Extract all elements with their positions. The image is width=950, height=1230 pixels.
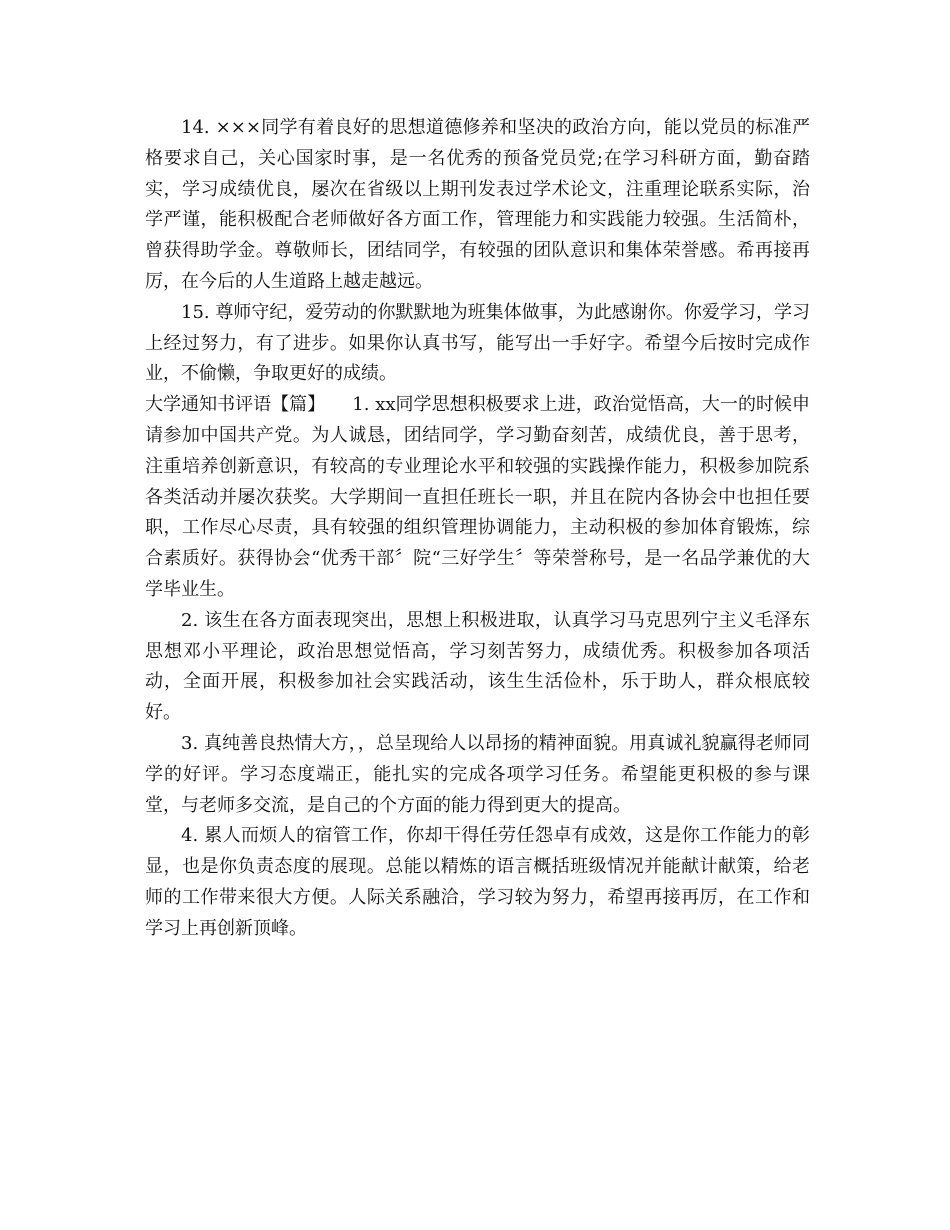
section-heading: 大学通知书评语【篇】 (145, 394, 317, 416)
paragraph-4: 4. 累人而烦人的宿管工作，你却干得任劳任怨卓有成效，这是你工作能力的彰显，也是你负责态度的展现。总能以精炼的语言概括班级情况并能献计献策，给老师的工作带来很大方便。人际关系融洽，学习较为努力，希望再接再厉，在工作和学习上再创新顶峰。 (145, 825, 810, 939)
paragraph-section-1 (145, 390, 810, 606)
paragraph-3: 3. 真纯善良热情大方，，总呈现给人以昂扬的精神面貌。用真诚礼貌赢得老师同学的好评。学习态度端正，能扎实的完成各项学习任务。希望能更积极的参与课堂，与老师多交流，是自己的个方面的能力得到更大的提高。 (145, 732, 810, 816)
paragraph-14: 14. ×××同学有着良好的思想道德修养和坚决的政治方向，能以党员的标准严格要求自己，关心国家时事，是一名优秀的预备党员党;在学习科研方面，勤奋踏实，学习成绩优良，屡次在省级以上期刊发表过学术论文，注重理论联系实际，治学严谨，能积极配合老师做好各方面工作，管理能力和实践能力较强。生活简朴，曾获得助学金。尊敬师长，团结同学，有较强的团队意识和集体荣誉感。希再接再厉，在今后的人生道路上越走越远。 (145, 117, 810, 292)
paragraph-1-text: 1. xx同学思想积极要求上进，政治觉悟高，大一的时候申请参加中国共产党。为人诚恳，团结同学，学习勤奋刻苦，成绩优良，善于思考，注重培养创新意识，有较高的专业理论水平和较强的实践操作能力，积极参加院系各类活动并屡次获奖。大学期间一直担任班长一职，并且在院内各协会中也担任要职，工作尽心尽责，具有较强的组织管理协调能力，主动积极的参加体育锻炼，综合素质好。获得协会“优秀干部〞院“三好学生〞等荣誉称号，是一名品学兼优的大学毕业生。 (145, 394, 811, 600)
paragraph-15: 15. 尊师守纪，爱劳动的你默默地为班集体做事，为此感谢你。你爱学习，学习上经过努力，有了进步。如果你认真书写，能写出一手好字。希望今后按时完成作业，不偷懒，争取更好的成绩。 (145, 301, 810, 385)
paragraph-2: 2. 该生在各方面表现突出，思想上积极进取，认真学习马克思列宁主义毛泽东思想邓小平理论，政治思想觉悟高，学习刻苦努力，成绩优秀。积极参加各项活动，全面开展，积极参加社会实践活动，该生生活俭朴，乐于助人，群众根底较好。 (145, 609, 810, 724)
